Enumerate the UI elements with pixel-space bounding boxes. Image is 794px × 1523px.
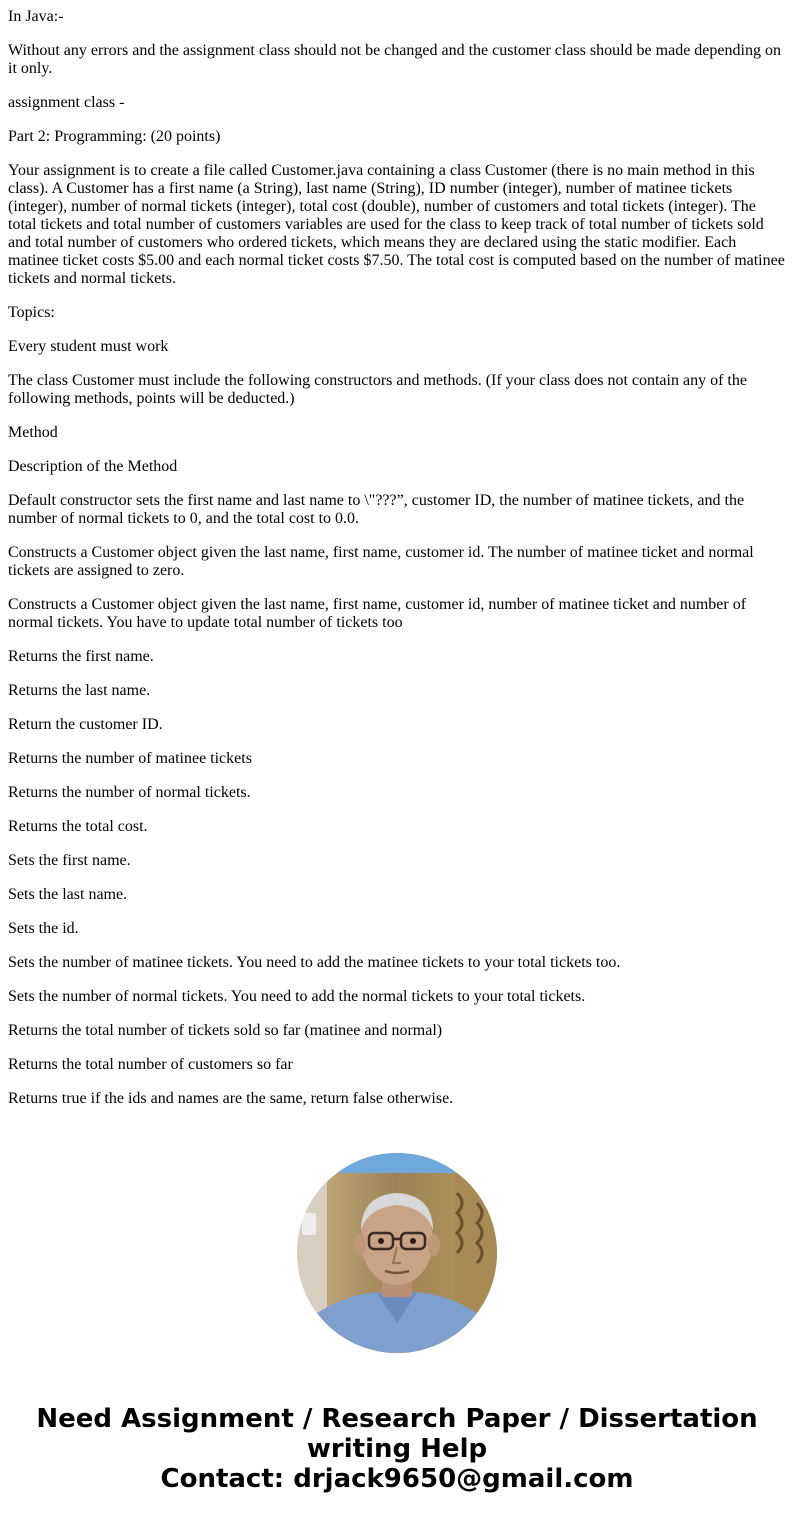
paragraph-method-item: Returns the number of normal tickets. <box>8 784 251 801</box>
paragraph-intro: In Java:- <box>8 8 64 25</box>
paragraph-method-item: Returns the total number of tickets sold so far (matinee and normal) <box>8 1022 443 1039</box>
footer-contact-email: Contact: drjack9650@gmail.com <box>160 1464 634 1494</box>
paragraph-method-item: Sets the id. <box>8 920 79 937</box>
footer-line-1: Need Assignment / Research Paper / Dissertation <box>36 1404 758 1434</box>
paragraph-constructor-3: Constructs a Customer object given the last name, first name, customer id, number of matinee ticket and number of normal tickets. You have to update total number of tickets too <box>8 596 747 631</box>
footer-contact-banner <box>0 1404 794 1494</box>
paragraph-every-student: Every student must work <box>8 338 169 355</box>
paragraph-constructor-2: Constructs a Customer object given the last name, first name, customer id. The number of matinee ticket and normal tickets are assigned to zero. <box>8 544 754 579</box>
paragraph-description: Your assignment is to create a file called Customer.java containing a class Customer (there is no main method in this class). A Customer has a first name (a String), last name (String), ID number (integer), number of matinee tickets (integer), number of normal tickets (integer), total cost (double), number of customers and total tickets (integer). The total tickets and total number of customers variables are used for the class to keep track of total number of tickets sold and total number of customers who ordered tickets, which means they are declared using the static modifier. Each matinee ticket costs $5.00 and each normal ticket costs $7.50. The total cost is computed based on the number of matinee tickets and normal tickets. <box>8 162 785 287</box>
paragraph-method-item: Returns the last name. <box>8 682 151 699</box>
paragraph-class-requirements: The class Customer must include the following constructors and methods. (If your class does not contain any of the following methods, points will be deducted.) <box>8 372 747 407</box>
paragraph-description-header: Description of the Method <box>8 458 178 475</box>
paragraph-method-header: Method <box>8 424 58 441</box>
document-body <box>8 8 786 1124</box>
paragraph-default-constructor: Default constructor sets the first name and last name to \"???”, customer ID, the number of matinee tickets, and the number of normal tickets to 0, and the total cost to 0.0. <box>8 492 745 527</box>
paragraph-method-item: Returns the first name. <box>8 648 154 665</box>
paragraph-method-item: Sets the number of normal tickets. You need to add the normal tickets to your total tickets. <box>8 988 586 1005</box>
paragraph-requirement: Without any errors and the assignment class should not be changed and the customer class should be made depending on it only. <box>8 42 781 77</box>
paragraph-method-item: Return the customer ID. <box>8 716 163 733</box>
paragraph-method-item: Returns the total cost. <box>8 818 148 835</box>
paragraph-part-heading: Part 2: Programming: (20 points) <box>8 128 221 145</box>
paragraph-method-item: Sets the first name. <box>8 852 131 869</box>
person-photo-icon <box>297 1153 497 1353</box>
paragraph-method-item: Returns the total number of customers so far <box>8 1056 293 1073</box>
paragraph-assignment-class: assignment class - <box>8 94 125 111</box>
paragraph-method-item: Sets the last name. <box>8 886 128 903</box>
paragraph-method-item: Sets the number of matinee tickets. You need to add the matinee tickets to your total tickets too. <box>8 954 621 971</box>
avatar <box>297 1153 497 1353</box>
paragraph-method-item: Returns the number of matinee tickets <box>8 750 252 767</box>
paragraph-topics: Topics: <box>8 304 55 321</box>
footer-line-2: writing Help <box>306 1434 488 1464</box>
paragraph-method-item: Returns true if the ids and names are the same, return false otherwise. <box>8 1090 454 1107</box>
